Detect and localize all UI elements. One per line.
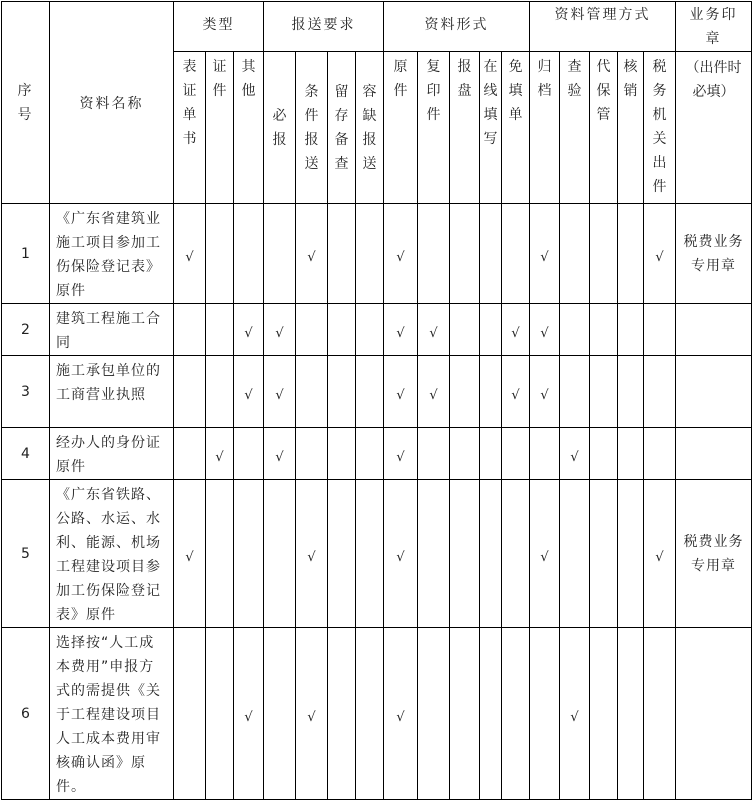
cell-qita	[234, 628, 264, 800]
cell-yuanjian	[384, 480, 418, 628]
cell-chayan	[560, 356, 590, 428]
row-seq: 5	[2, 480, 50, 628]
header-biaozheng: 表证单书	[174, 52, 206, 204]
row-seal	[676, 356, 752, 428]
check-mark-icon: √	[655, 550, 664, 565]
cell-zaixian	[480, 304, 502, 356]
cell-daibao	[590, 428, 618, 480]
header-row-1	[2, 2, 752, 52]
cell-tiaojian	[296, 304, 328, 356]
check-mark-icon: √	[244, 326, 253, 341]
check-mark-icon: √	[396, 388, 405, 403]
cell-miantian	[502, 204, 530, 304]
check-mark-icon: √	[540, 550, 549, 565]
materials-table	[1, 1, 752, 800]
row-seq: 2	[2, 304, 50, 356]
check-mark-icon: √	[396, 710, 405, 725]
row-seal	[676, 304, 752, 356]
check-mark-icon: √	[511, 326, 520, 341]
check-mark-icon: √	[275, 450, 284, 465]
cell-guidang	[530, 356, 560, 428]
cell-qita	[234, 356, 264, 428]
cell-yuanjian	[384, 304, 418, 356]
header-tiaojian: 条件报送	[296, 52, 328, 204]
cell-miantian	[502, 428, 530, 480]
cell-fuyin	[418, 204, 450, 304]
cell-bibao	[264, 428, 296, 480]
cell-tiaojian	[296, 480, 328, 628]
cell-guidang	[530, 628, 560, 800]
check-mark-icon: √	[244, 388, 253, 403]
cell-biaozheng	[174, 628, 206, 800]
check-mark-icon: √	[244, 710, 253, 725]
cell-fuyin	[418, 480, 450, 628]
cell-fuyin	[418, 304, 450, 356]
header-chayan: 查验	[560, 52, 590, 204]
header-rongque: 容缺报送	[356, 52, 384, 204]
header-zhengjian: 证件	[206, 52, 234, 204]
row-material-name: 《广东省建筑业施工项目参加工伤保险登记表》原件	[50, 204, 174, 304]
check-mark-icon: √	[570, 450, 579, 465]
cell-chayan	[560, 480, 590, 628]
table-row	[2, 480, 752, 628]
cell-biaozheng	[174, 356, 206, 428]
cell-bibao	[264, 204, 296, 304]
header-seal-note: （出件时必填）	[676, 52, 752, 204]
check-mark-icon: √	[396, 326, 405, 341]
cell-yuanjian	[384, 204, 418, 304]
check-mark-icon: √	[396, 250, 405, 265]
header-baopan: 报盘	[450, 52, 480, 204]
header-bibao: 必报	[264, 52, 296, 204]
table-row	[2, 304, 752, 356]
cell-shuiwu	[644, 304, 676, 356]
check-mark-icon: √	[307, 550, 316, 565]
row-material-name: 施工承包单位的工商营业执照	[50, 356, 174, 428]
header-miantian: 免填单	[502, 52, 530, 204]
cell-biaozheng	[174, 304, 206, 356]
cell-chayan	[560, 204, 590, 304]
cell-fuyin	[418, 356, 450, 428]
cell-hexiao	[618, 428, 644, 480]
row-seq: 4	[2, 428, 50, 480]
check-mark-icon: √	[570, 710, 579, 725]
cell-yuanjian	[384, 356, 418, 428]
check-mark-icon: √	[396, 450, 405, 465]
cell-bibao	[264, 304, 296, 356]
cell-liucun	[328, 628, 356, 800]
header-group-seal: 业务印章	[676, 2, 752, 52]
cell-fuyin	[418, 628, 450, 800]
cell-rongque	[356, 480, 384, 628]
cell-rongque	[356, 428, 384, 480]
cell-baopan	[450, 428, 480, 480]
cell-zhengjian	[206, 628, 234, 800]
cell-qita	[234, 304, 264, 356]
cell-guidang	[530, 204, 560, 304]
check-mark-icon: √	[307, 710, 316, 725]
cell-rongque	[356, 204, 384, 304]
header-seq: 序号	[2, 2, 50, 204]
cell-chayan	[560, 628, 590, 800]
check-mark-icon: √	[275, 326, 284, 341]
cell-baopan	[450, 304, 480, 356]
cell-tiaojian	[296, 428, 328, 480]
cell-baopan	[450, 628, 480, 800]
cell-zhengjian	[206, 356, 234, 428]
cell-hexiao	[618, 480, 644, 628]
cell-guidang	[530, 428, 560, 480]
cell-tiaojian	[296, 204, 328, 304]
cell-tiaojian	[296, 356, 328, 428]
header-group-type: 类型	[174, 2, 264, 52]
cell-yuanjian	[384, 628, 418, 800]
table-row	[2, 356, 752, 428]
header-group-submit: 报送要求	[264, 2, 384, 52]
table-row	[2, 628, 752, 800]
cell-shuiwu	[644, 356, 676, 428]
cell-zhengjian	[206, 480, 234, 628]
row-material-name: 经办人的身份证原件	[50, 428, 174, 480]
header-group-manage: 资料管理方式	[530, 2, 676, 52]
cell-rongque	[356, 304, 384, 356]
cell-zaixian	[480, 480, 502, 628]
cell-guidang	[530, 480, 560, 628]
check-mark-icon: √	[215, 450, 224, 465]
check-mark-icon: √	[429, 388, 438, 403]
header-shuiwu: 税务机关出件	[644, 52, 676, 204]
cell-guidang	[530, 304, 560, 356]
cell-biaozheng	[174, 480, 206, 628]
cell-liucun	[328, 204, 356, 304]
check-mark-icon: √	[511, 388, 520, 403]
cell-zhengjian	[206, 304, 234, 356]
cell-tiaojian	[296, 628, 328, 800]
cell-zaixian	[480, 356, 502, 428]
cell-daibao	[590, 204, 618, 304]
table-row	[2, 428, 752, 480]
cell-zaixian	[480, 428, 502, 480]
row-seal	[676, 628, 752, 800]
cell-zaixian	[480, 628, 502, 800]
cell-liucun	[328, 480, 356, 628]
cell-liucun	[328, 428, 356, 480]
row-seq: 6	[2, 628, 50, 800]
cell-zhengjian	[206, 428, 234, 480]
cell-daibao	[590, 356, 618, 428]
cell-fuyin	[418, 428, 450, 480]
cell-miantian	[502, 480, 530, 628]
cell-liucun	[328, 356, 356, 428]
header-daibao: 代保管	[590, 52, 618, 204]
cell-shuiwu	[644, 480, 676, 628]
cell-bibao	[264, 628, 296, 800]
row-seal	[676, 428, 752, 480]
cell-daibao	[590, 304, 618, 356]
row-seal: 税费业务专用章	[676, 480, 752, 628]
check-mark-icon: √	[540, 250, 549, 265]
cell-zaixian	[480, 204, 502, 304]
check-mark-icon: √	[429, 326, 438, 341]
row-seq: 1	[2, 204, 50, 304]
cell-baopan	[450, 480, 480, 628]
cell-liucun	[328, 304, 356, 356]
cell-qita	[234, 480, 264, 628]
header-hexiao: 核销	[618, 52, 644, 204]
cell-daibao	[590, 628, 618, 800]
cell-rongque	[356, 356, 384, 428]
cell-chayan	[560, 304, 590, 356]
check-mark-icon: √	[185, 550, 194, 565]
cell-miantian	[502, 628, 530, 800]
cell-hexiao	[618, 204, 644, 304]
header-liucun: 留存备查	[328, 52, 356, 204]
cell-hexiao	[618, 628, 644, 800]
cell-hexiao	[618, 356, 644, 428]
header-fuyin: 复印件	[418, 52, 450, 204]
header-group-form: 资料形式	[384, 2, 530, 52]
cell-bibao	[264, 480, 296, 628]
cell-shuiwu	[644, 428, 676, 480]
check-mark-icon: √	[185, 250, 194, 265]
cell-zhengjian	[206, 204, 234, 304]
check-mark-icon: √	[655, 250, 664, 265]
cell-baopan	[450, 204, 480, 304]
cell-qita	[234, 204, 264, 304]
row-material-name: 建筑工程施工合同	[50, 304, 174, 356]
cell-qita	[234, 428, 264, 480]
cell-chayan	[560, 428, 590, 480]
cell-biaozheng	[174, 204, 206, 304]
row-material-name: 选择按“人工成本费用”申报方式的需提供《关于工程建设项目人工成本费用审核确认函》原件。	[50, 628, 174, 800]
cell-shuiwu	[644, 628, 676, 800]
header-name: 资料名称	[50, 2, 174, 204]
cell-daibao	[590, 480, 618, 628]
header-qita: 其他	[234, 52, 264, 204]
cell-bibao	[264, 356, 296, 428]
row-seq: 3	[2, 356, 50, 428]
cell-biaozheng	[174, 428, 206, 480]
table-row	[2, 204, 752, 304]
cell-miantian	[502, 356, 530, 428]
cell-hexiao	[618, 304, 644, 356]
cell-miantian	[502, 304, 530, 356]
header-guidang: 归档	[530, 52, 560, 204]
row-material-name: 《广东省铁路、公路、水运、水利、能源、机场工程建设项目参加工伤保险登记表》原件	[50, 480, 174, 628]
cell-baopan	[450, 356, 480, 428]
check-mark-icon: √	[396, 550, 405, 565]
cell-yuanjian	[384, 428, 418, 480]
check-mark-icon: √	[540, 388, 549, 403]
check-mark-icon: √	[540, 326, 549, 341]
check-mark-icon: √	[275, 388, 284, 403]
row-seal: 税费业务专用章	[676, 204, 752, 304]
cell-rongque	[356, 628, 384, 800]
cell-shuiwu	[644, 204, 676, 304]
header-zaixian: 在线填写	[480, 52, 502, 204]
header-yuanjian: 原件	[384, 52, 418, 204]
check-mark-icon: √	[307, 250, 316, 265]
